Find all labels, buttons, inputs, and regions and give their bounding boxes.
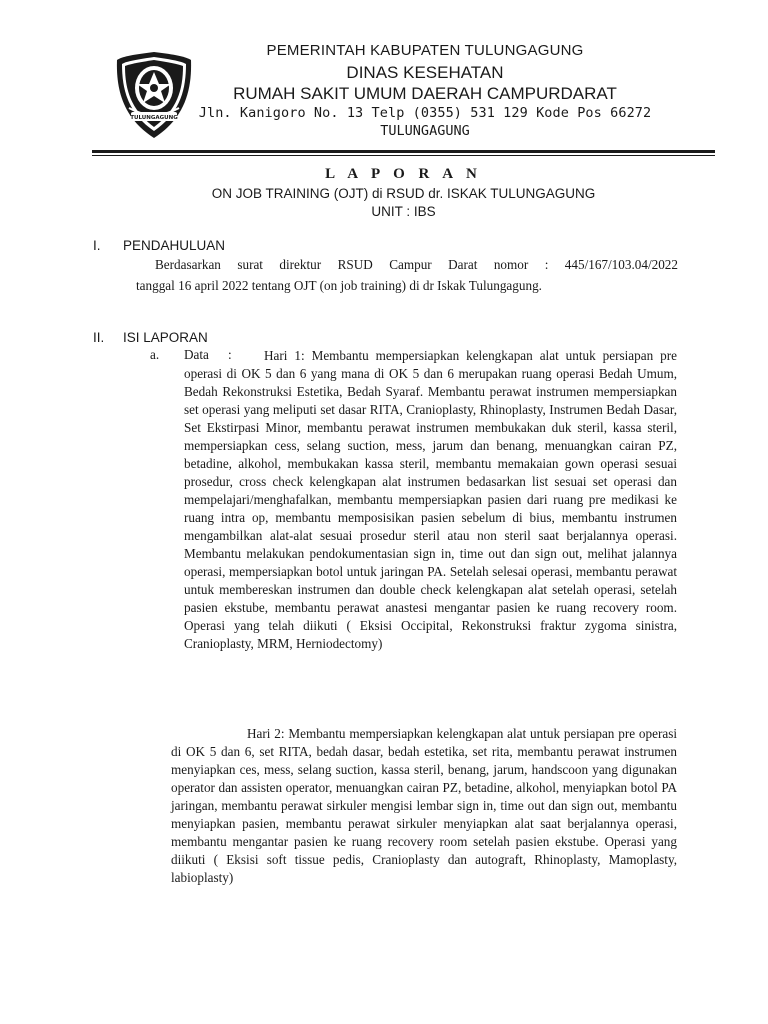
letterhead-divider-thick bbox=[92, 150, 715, 153]
section-number: II. bbox=[93, 330, 105, 345]
list-item-letter: a. bbox=[150, 347, 160, 362]
report-subtitle: ON JOB TRAINING (OJT) di RSUD dr. ISKAK TULUNGAGUNG bbox=[211, 186, 596, 201]
section-heading-isi-laporan: ISI LAPORAN bbox=[123, 330, 208, 345]
section-heading-pendahuluan: PENDAHULUAN bbox=[123, 238, 226, 253]
letterhead-hospital: RUMAH SAKIT UMUM DAERAH CAMPURDARAT bbox=[233, 84, 617, 103]
intro-paragraph-line1: Berdasarkan surat direktur RSUD Campur Darat nomor : 445/167/103.04/2022 bbox=[155, 257, 678, 272]
regency-coat-of-arms-icon bbox=[115, 50, 193, 140]
intro-paragraph-line2: tanggal 16 april 2022 tentang OJT (on job training) di dr Iskak Tulungagung. bbox=[136, 278, 542, 293]
list-item-separator: : bbox=[228, 347, 232, 362]
letterhead-government: PEMERINTAH KABUPATEN TULUNGAGUNG bbox=[266, 42, 584, 59]
list-item-label: Data bbox=[184, 347, 209, 362]
day1-paragraph: Hari 1: Membantu mempersiapkan kelengkapan alat untuk persiapan pre operasi di OK 5 dan 6 yang mana di OK 5 dan 6 merupakan ruang operasi Bedah Umum, Bedah Rekonstruksi Estetika, Bedah Syaraf. Membantu perawat instrumen mempersiapkan set operasi yang meliputi set dasar RITA, Cranioplasty, Rhinoplasty, Instrumen Bedah Dasar, Set Ekstirpasi Minor, membantu perawat instrumen membukakan duk steril, kassa steril, mempersiapkan cess, selang suction, mess, jarum dan benang, menuangkan cairan PZ, betadine, alkohol, membukakan kassa steril, membantu memakaian gown operasi sesuai prosedur, cross check kelengkapan alat instrumen bedasarkan list sesuai set operasi dan mempelajari/menghafalkan, membantu mempersiapkan pasien dari ruang pre medikasi ke ruang intra op, membantu memposisikan pasien sebelum di bius, membantu instrumen mengambilkan alat-alat sesuai prosedur steril atau non steril saat berjalannya operasi. Membantu melakukan pendokumentasian sign in, time out dan sign out, melihat jalannya operasi, mempersiapkan botol untuk jaringan PA. Setelah selesai operasi, membantu perawat untuk membereskan instrumen dan double check kelengkapan alat setelah operasi, setelah pasien ekstube, membantu perawat anastesi mengantar pasien ke ruang recovery room. Operasi yang telah diikuti ( Eksisi Occipital, Rekonstruksi fraktur zygoma sinistra, Cranioplasty, MRM, Herniodectomy) bbox=[184, 348, 677, 651]
letterhead-address: Jln. Kanigoro No. 13 Telp (0355) 531 129 Kode Pos 66272 bbox=[198, 105, 652, 121]
letterhead-divider-thin bbox=[92, 155, 715, 156]
letterhead-agency: DINAS KESEHATAN bbox=[346, 63, 504, 82]
letterhead-city: TULUNGAGUNG bbox=[380, 123, 470, 139]
section-number: I. bbox=[93, 238, 101, 253]
logo-text: TULUNGAGUNG bbox=[130, 115, 178, 121]
report-title: L A P O R A N bbox=[325, 166, 482, 182]
day2-paragraph: Hari 2: Membantu mempersiapkan kelengkapan alat untuk persiapan pre operasi di OK 5 dan 6, set RITA, bedah dasar, bedah estetika, set rita, membantu perawat instrumen menyiapkan ces, mess, selang suction, kassa steril, benang, jarum, handscoon yang digunakan operator dan assisten operator, menuangkan cairan PZ, betadine, alkohol, menyiapkan botol PA jaringan, membantu perawat sirkuler mengisi lembar sign in, time out dan sign out, membantu menyiapkan pasien, membantu perawat sirkuler menyiapkan alat saat berjalannya operasi, membantu mengantar pasien ke ruang recovery room setelah pasien ekstube. Operasi yang diikuti ( Eksisi soft tissue pedis, Cranioplasty dan autograft, Rhinoplasty, Mamoplasty, labioplasty) bbox=[171, 726, 677, 885]
report-unit: UNIT : IBS bbox=[371, 204, 436, 219]
